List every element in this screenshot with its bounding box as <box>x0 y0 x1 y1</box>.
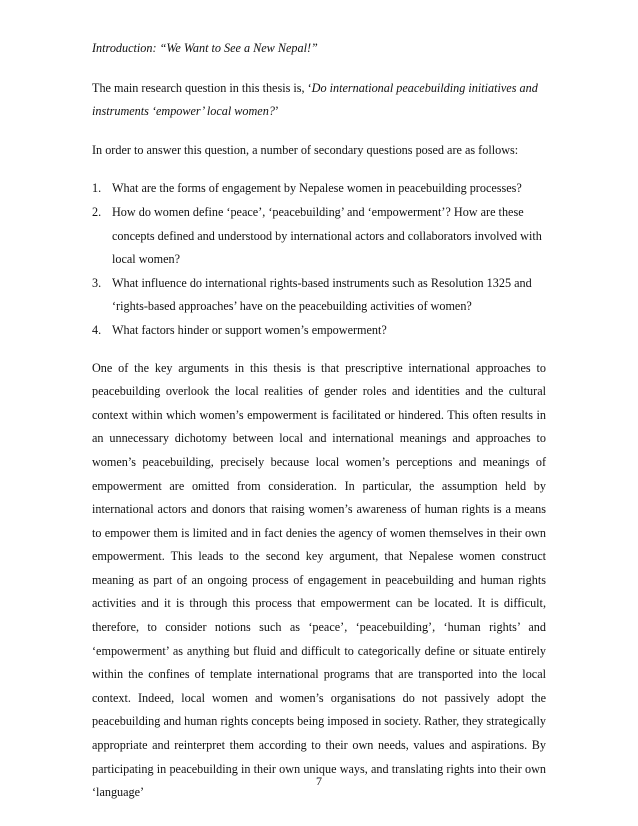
list-item-number: 1. <box>92 181 102 196</box>
page-content <box>92 37 546 805</box>
list-item <box>92 319 546 343</box>
list-item <box>92 201 546 272</box>
research-question-close: ’ <box>274 104 279 119</box>
secondary-questions-intro: In order to answer this question, a number of secondary questions posed are as follows: <box>92 142 519 157</box>
page-number: 7 <box>316 774 322 788</box>
list-item-text: What are the forms of engagement by Nepalese women in peacebuilding processes? <box>112 181 522 196</box>
secondary-questions-list <box>92 177 546 342</box>
list-item-text: How do women define ‘peace’, ‘peacebuilding’ and ‘empowerment’? How are these concepts defined and understood by international actors and collaborators involved with local women? <box>112 204 542 267</box>
running-header: Introduction: “We Want to See a New Nepal!” <box>92 41 318 55</box>
list-item-number: 3. <box>92 275 102 290</box>
research-question-text: Do international peacebuilding initiatives and instruments ‘empower’ local women? <box>92 80 538 119</box>
research-question-lead: The main research question in this thesis is, ‘ <box>92 80 312 95</box>
list-item-text: What factors hinder or support women’s empowerment? <box>112 322 387 337</box>
list-item <box>92 272 546 319</box>
list-item <box>92 177 546 201</box>
research-question-paragraph <box>92 77 546 124</box>
body-paragraph: One of the key arguments in this thesis is that prescriptive international approaches to peacebuilding overlook the local realities of gender roles and identities and the cultural context within which women’s empowerment is facilitated or hindered. This often results in an unnecessary dichotomy between local and international meanings and approaches to women’s peacebuilding, precisely because local women’s perceptions and meanings of empowerment are omitted from consideration. In particular, the assumption held by international actors and donors that raising women’s awareness of human rights is a means to empower them is limited and in fact denies the agency of women themselves in their own empowerment. This leads to the second key argument, that Nepalese women construct meaning as part of an ongoing process of engagement in peacebuilding and human rights activities and it is through this process that empowerment can be located. It is difficult, therefore, to consider notions such as ‘peace’, ‘peacebuilding’, ‘human rights’ and ‘empowerment’ as anything but fluid and difficult to categorically define or situate entirely within the confines of template international programs that are transported into the local context. Indeed, local women and women’s organisations do not passively adopt the peacebuilding and human rights concepts being imposed in society. Rather, they strategically appropriate and reinterpret them according to their own needs, values and aspirations. By participating in peacebuilding in their own unique ways, and translating rights into their own ‘language’ <box>92 360 546 800</box>
list-item-number: 4. <box>92 322 102 337</box>
list-item-number: 2. <box>92 204 102 219</box>
list-item-text: What influence do international rights-based instruments such as Resolution 1325 and ‘rights-based approaches’ have on the peacebuilding activities of women? <box>112 275 532 314</box>
